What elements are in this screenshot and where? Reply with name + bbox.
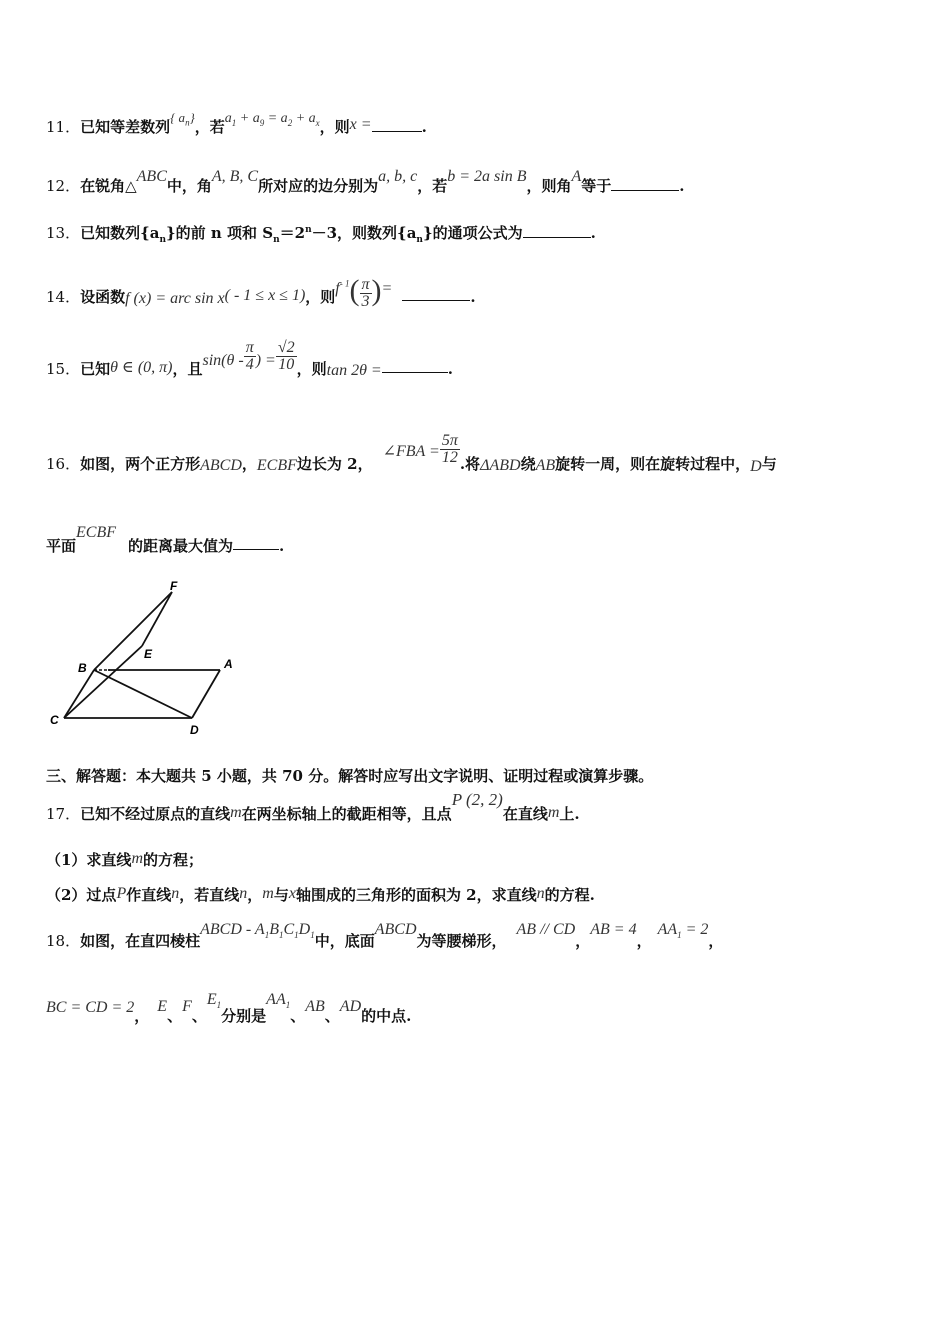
answer-blank[interactable] <box>611 178 679 191</box>
question-16-line2: 平面ECBF的距离最大值为 . <box>46 524 285 555</box>
sequence-expr: { $a_n$} <box>170 110 195 128</box>
question-15: 15．已知θ ∈ (0, π)，且sin(θ - $\frac{\pi}{4}$ ) = $\frac{√2}{10}$ ，则tan 2θ = . <box>46 339 453 379</box>
question-13: 13．已知数列$\{a_n\}$的前 n 项和 $S_n=2^n-3$，则数列$\{a_n\}$的通项公式为 . <box>46 224 596 245</box>
pi-over-4: $\frac{\pi}{4}$ <box>245 339 254 373</box>
edge-BF <box>94 592 172 670</box>
question-18-line2: BC = CD = 2，E、F、$E_1$分别是$AA_1$、AB、AD的中点. <box>46 991 412 1025</box>
label-B: B <box>78 661 87 675</box>
label-E: E <box>144 647 153 661</box>
edge-DA <box>192 670 220 718</box>
question-number: 11． <box>46 118 81 136</box>
question-14: 14．设函数f (x) = arc sin x( - 1 ≤ x ≤ 1)，则$f^{- 1}$( $\frac{\pi}{3}$ )= . <box>46 274 476 310</box>
section-heading: 三、解答题：本大题共 5 小题，共 70 分。解答时应写出文字说明、证明过程或演算步骤。 <box>46 767 654 785</box>
answer-blank[interactable] <box>402 288 470 301</box>
question-17-part1: （1）求直线m的方程； <box>46 850 204 869</box>
prism-expr: ABCD - $A_1B_1C_1D_1$ <box>200 921 315 941</box>
question-18: 18．如图，在直四棱柱ABCD - $A_1B_1C_1D_1$中，底面ABCD为等腰梯形，AB // CD，AB = 4，$AA_1 = 2$， <box>46 921 724 950</box>
edge-FE <box>142 592 172 646</box>
edge-BD <box>94 670 192 718</box>
edge-EC <box>64 646 142 718</box>
answer-blank[interactable] <box>233 537 279 550</box>
answer-blank[interactable] <box>382 360 448 373</box>
answer-blank[interactable] <box>523 225 591 238</box>
answer-blank[interactable] <box>372 119 422 132</box>
question-11: 11．已知等差数列{ $a_n$}，若$a_1 + a_9 = a_2 + a_x$，则x = . <box>46 110 427 136</box>
question-12: 12．在锐角△ABC中，角A, B, C所对应的边分别为a, b, c，若b = 2a sin B，则角A等于 . <box>46 168 685 195</box>
question-16: 16．如图，两个正方形ABCD，ECBF边长为 2，∠FBA = $\frac{5\pi}{12}$ .将ΔABD绕AB旋转一周，则在旋转过程中，D与 <box>46 432 777 475</box>
question-17: 17．已知不经过原点的直线m在两坐标轴上的截距相等，且点P (2, 2)在直线m上. <box>46 790 580 823</box>
root2-over-10: $\frac{√2}{10}$ <box>277 339 295 373</box>
label-F: F <box>170 579 178 593</box>
label-D: D <box>190 723 199 737</box>
condition-expr: $a_1 + a_9 = a_2 + a_x$ <box>224 111 320 128</box>
label-A: A <box>224 657 233 671</box>
label-C: C <box>50 713 59 727</box>
question-17-part2: （2）过点P作直线n，若直线n，m与x轴围成的三角形的面积为 2，求直线n的方程. <box>46 885 595 904</box>
pi-over-3: $\frac{\pi}{3}$ <box>361 275 370 310</box>
geometry-figure <box>46 578 246 740</box>
angle-fraction: $\frac{5\pi}{12}$ <box>441 432 458 466</box>
